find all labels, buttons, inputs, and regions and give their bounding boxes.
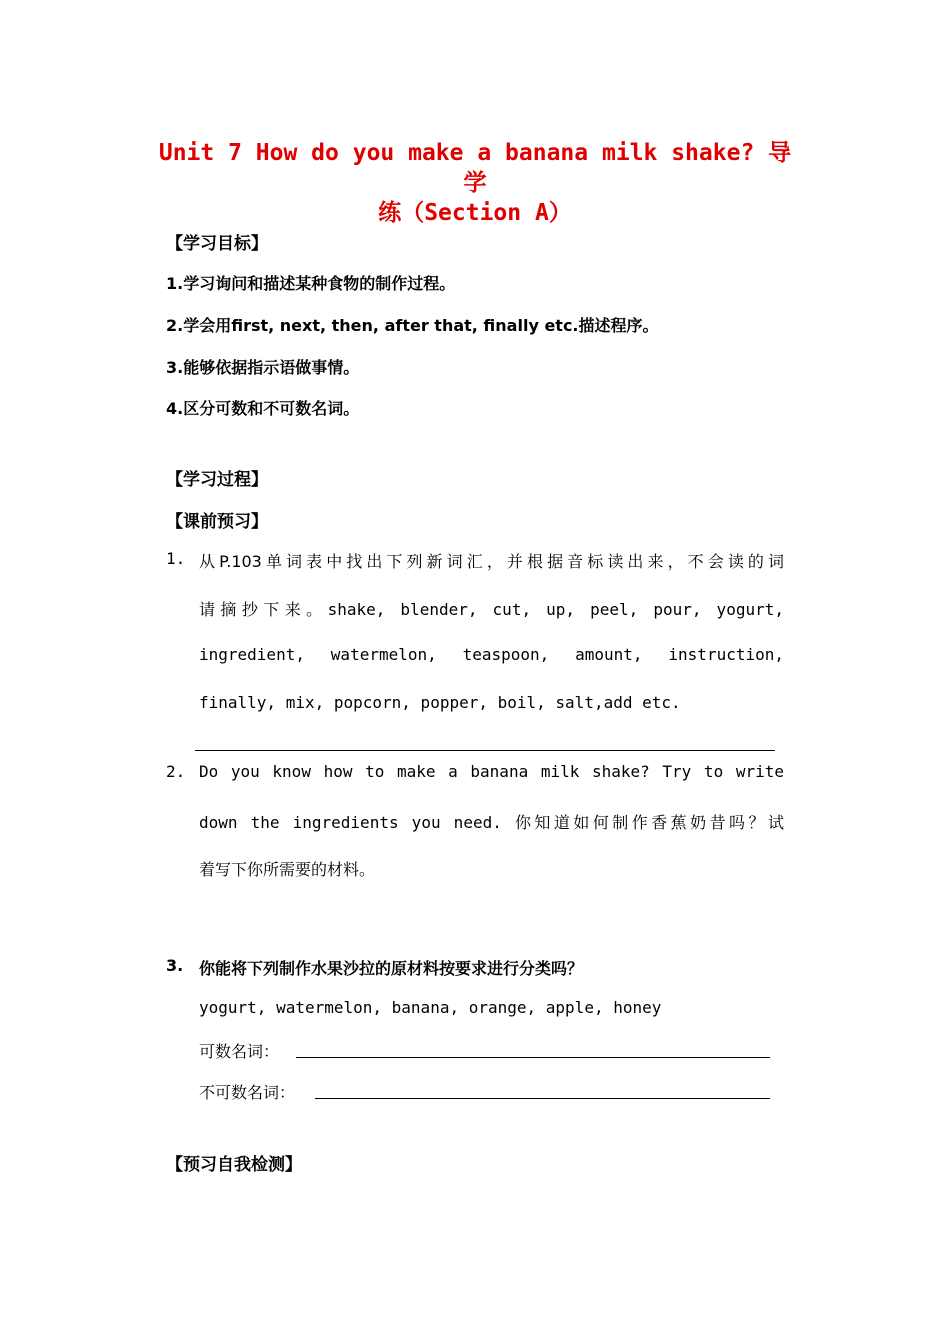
objective-item-1: 1.学习询问和描述某种食物的制作过程。 bbox=[166, 274, 456, 293]
question-1-line-3: ingredient, watermelon, teaspoon, amount, instruction, bbox=[199, 645, 784, 664]
uncountable-answer-line[interactable] bbox=[315, 1098, 770, 1099]
question-1-answer-line bbox=[195, 750, 775, 751]
page-title bbox=[150, 138, 800, 228]
question-3-text: 你能将下列制作水果沙拉的原材料按要求进行分类吗？ bbox=[199, 959, 584, 978]
countable-label: 可数名词： bbox=[199, 1042, 280, 1061]
title-line-1: Unit 7 How do you make a banana milk shake? 导学 bbox=[158, 140, 792, 196]
question-2-line-3: 着写下你所需要的材料。 bbox=[199, 860, 376, 879]
question-1-line-2: 请摘抄下来。shake, blender, cut, up, peel, pour, yogurt, bbox=[199, 600, 784, 619]
objective-item-4: 4.区分可数和不可数名词。 bbox=[166, 399, 360, 418]
preview-subheading: 【课前预习】 bbox=[166, 512, 268, 532]
uncountable-label: 不可数名词： bbox=[199, 1083, 296, 1102]
question-1-number: 1. bbox=[166, 549, 186, 568]
self-check-heading: 【预习自我检测】 bbox=[166, 1155, 302, 1175]
objective-item-2: 2.学会用first, next, then, after that, finally etc.描述程序。 bbox=[166, 316, 659, 335]
process-heading: 【学习过程】 bbox=[166, 470, 268, 490]
objective-item-3: 3.能够依据指示语做事情。 bbox=[166, 358, 360, 377]
question-2-line-1: Do you know how to make a banana milk shake? Try to write bbox=[199, 762, 784, 781]
objectives-heading: 【学习目标】 bbox=[166, 234, 268, 254]
title-line-2: 练（Section A） bbox=[378, 200, 572, 226]
question-2-line-2: down the ingredients you need. 你知道如何制作香蕉奶昔吗？试 bbox=[199, 813, 784, 832]
question-1-line-4: finally, mix, popcorn, popper, boil, salt,add etc. bbox=[199, 693, 681, 712]
question-2-number: 2. bbox=[166, 762, 186, 781]
question-3-word-list: yogurt, watermelon, banana, orange, apple, honey bbox=[199, 998, 662, 1017]
countable-answer-line[interactable] bbox=[296, 1057, 770, 1058]
question-1-line-1: 从P.103单词表中找出下列新词汇，并根据音标读出来，不会读的词 bbox=[199, 552, 784, 571]
question-3-number: 3. bbox=[166, 956, 184, 975]
